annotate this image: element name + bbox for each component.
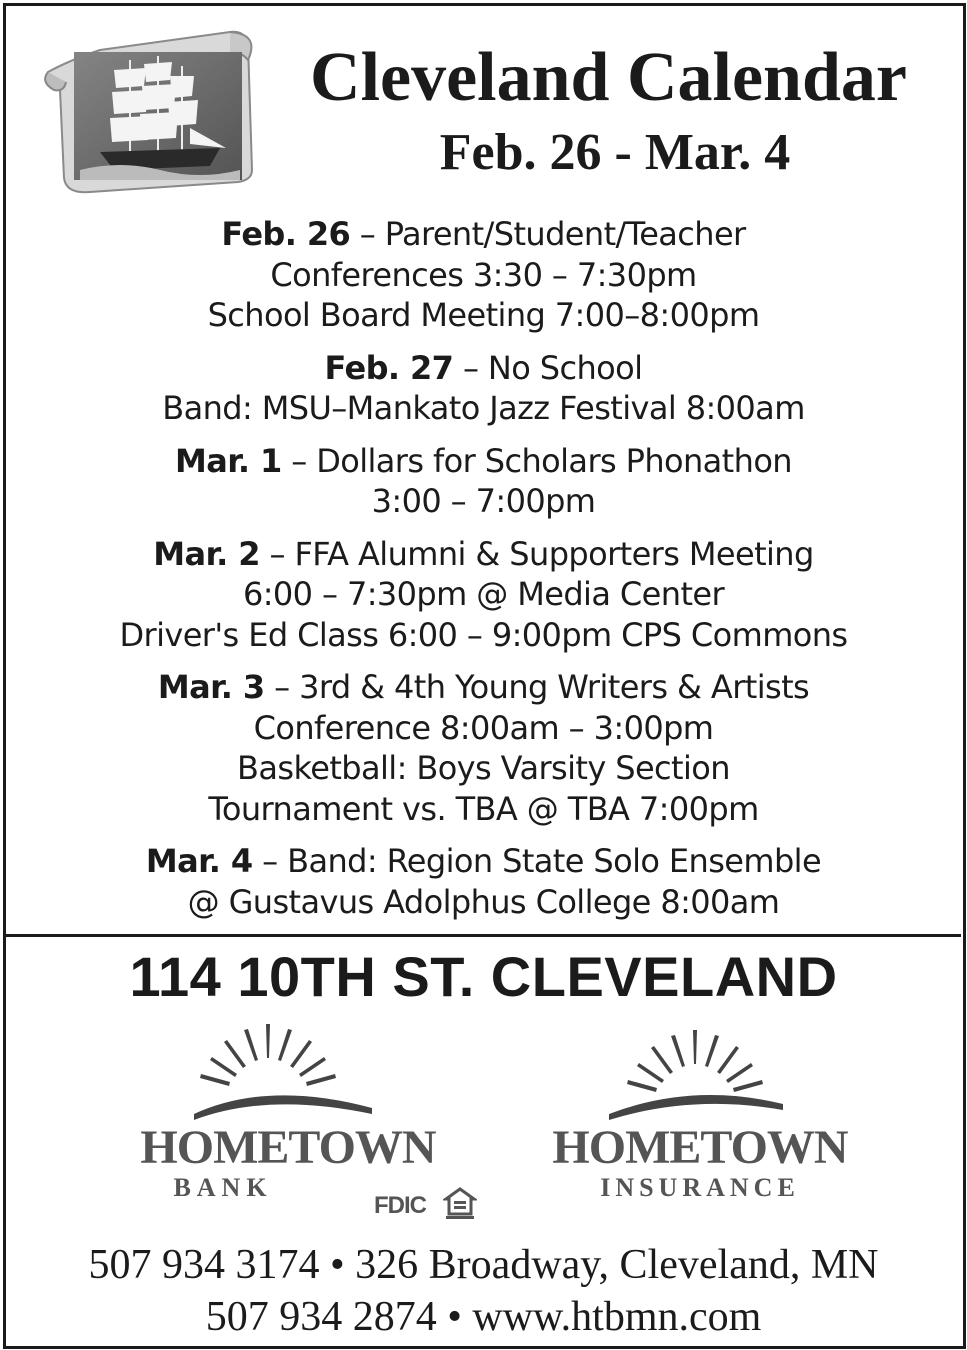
event-detail-line: Basketball: Boys Varsity Section <box>237 749 730 787</box>
event-date: Feb. 26 <box>221 215 351 253</box>
event-detail-line: 3:00 – 7:00pm <box>371 482 596 520</box>
event-detail-line: Band: MSU–Mankato Jazz Festival 8:00am <box>162 389 805 427</box>
sunrise-icon <box>515 1020 885 1130</box>
event-first-line <box>6 667 961 708</box>
event-date: Mar. 2 <box>153 534 260 573</box>
date-range: Feb. 26 - Mar. 4 <box>439 124 791 181</box>
event-date: Mar. 1 <box>175 441 282 480</box>
event-detail-line: 6:00 – 7:30pm @ Media Center <box>242 575 725 613</box>
insurance-sub: INSURANCE <box>600 1173 800 1202</box>
event-date: Feb. 27 <box>324 348 454 387</box>
event-description: – Parent/Student/Teacher <box>359 215 746 253</box>
event-first-line <box>6 214 961 255</box>
page-title: Cleveland Calendar <box>310 39 907 116</box>
contact-line-2: 507 934 2874 • www.htbmn.com <box>205 1294 762 1340</box>
calendar-event <box>6 534 961 656</box>
sponsor-address: 114 10TH ST. CLEVELAND <box>129 945 838 1008</box>
sunrise-icon <box>98 1020 478 1130</box>
event-date: Mar. 4 <box>145 842 253 880</box>
event-detail-line: School Board Meeting 7:00–8:00pm <box>207 296 760 334</box>
calendar-event <box>6 667 961 829</box>
event-description: – Dollars for Scholars Phonathon <box>291 441 792 480</box>
hometown-insurance-logo <box>515 1020 885 1215</box>
bank-name: HOMETOWN <box>140 1121 436 1174</box>
event-first-line <box>6 348 961 389</box>
insurance-name: HOMETOWN <box>552 1121 848 1174</box>
sailing-ship-scroll-icon <box>30 20 260 196</box>
event-date: Mar. 3 <box>157 668 265 706</box>
calendar-event <box>6 348 961 429</box>
event-first-line <box>6 841 961 882</box>
event-first-line <box>6 534 961 575</box>
event-description: – Band: Region State Solo Ensemble <box>262 842 822 880</box>
contact-line-1: 507 934 3174 • 326 Broadway, Cleveland, MN <box>88 1242 879 1288</box>
event-detail-line: @ Gustavus Adolphus College 8:00am <box>187 882 780 921</box>
calendar-event <box>6 214 961 336</box>
event-detail-line: Conferences 3:30 – 7:30pm <box>270 255 697 294</box>
event-list <box>6 214 961 934</box>
calendar-event <box>6 841 961 922</box>
event-detail-line: Driver's Ed Class 6:00 – 9:00pm CPS Commons <box>119 615 848 654</box>
event-description: – 3rd & 4th Young Writers & Artists <box>274 668 810 706</box>
event-description: – No School <box>462 348 643 387</box>
fdic-badge: FDIC <box>374 1192 426 1219</box>
divider <box>6 934 961 937</box>
event-description: – FFA Alumni & Supporters Meeting <box>269 534 814 573</box>
calendar-event <box>6 441 961 522</box>
hometown-bank-logo <box>98 1020 478 1235</box>
equal-housing-lender-icon <box>443 1186 477 1220</box>
event-first-line <box>6 441 961 482</box>
event-detail-line: Tournament vs. TBA @ TBA 7:00pm <box>208 789 759 828</box>
bank-sub: BANK <box>173 1173 273 1202</box>
event-detail-line: Conference 8:00am – 3:00pm <box>253 708 714 747</box>
